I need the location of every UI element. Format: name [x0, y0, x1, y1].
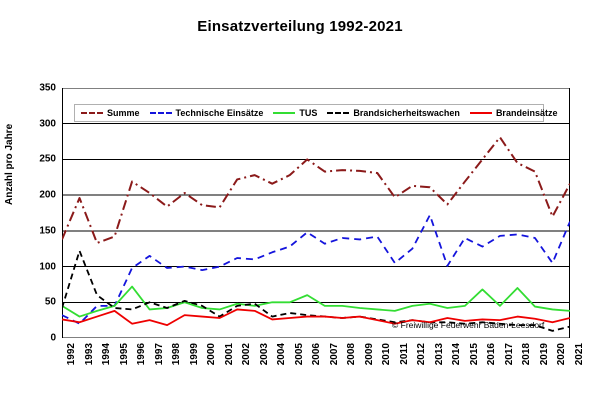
x-axis-tick-label: 1993 [83, 343, 95, 366]
y-axis-tick-label: 350 [39, 82, 56, 94]
x-axis-tick-label: 1992 [66, 343, 77, 366]
legend-item[interactable] [273, 108, 317, 118]
x-axis-tick-label: 2006 [311, 343, 323, 366]
legend-label: Technische Einsätze [175, 108, 264, 118]
chart-legend [74, 104, 558, 122]
x-axis-tick-label: 1995 [118, 343, 130, 366]
x-axis-tick-label: 1997 [153, 343, 165, 366]
series-line [62, 287, 570, 317]
chart-title: Einsatzverteilung 1992-2021 [197, 18, 403, 35]
x-axis-tick-label: 2015 [468, 343, 480, 366]
legend-swatch [273, 112, 295, 114]
y-axis-label: Anzahl pro Jahre [4, 123, 15, 205]
x-axis-tick-label: 2021 [574, 343, 585, 366]
legend-label: TUS [299, 108, 318, 118]
x-axis-tick-label: 2012 [416, 343, 428, 366]
legend-swatch [150, 112, 172, 114]
x-axis-tick-label: 2001 [223, 343, 235, 366]
y-axis-tick-label: 200 [39, 189, 56, 201]
x-axis-tick-label: 2000 [206, 343, 218, 366]
x-axis-tick-label: 2002 [241, 343, 253, 366]
x-axis-tick-label: 1994 [101, 343, 113, 366]
x-axis-tick-label: 2019 [538, 343, 550, 366]
y-axis-tick-label: 0 [50, 332, 56, 344]
x-axis-tick-label: 2016 [486, 343, 498, 366]
x-axis-tick-label: 2013 [433, 343, 445, 366]
y-axis-tick-label: 250 [39, 153, 56, 165]
plot-area [39, 82, 585, 366]
legend-item[interactable] [327, 108, 460, 118]
x-axis-tick-label: 2008 [346, 343, 358, 366]
x-axis-tick-label: 2010 [381, 343, 393, 366]
series-line [62, 137, 570, 243]
x-axis-tick-label: 1996 [136, 343, 148, 366]
x-axis-tick-label: 2005 [293, 343, 305, 366]
legend-item[interactable] [81, 108, 140, 118]
x-axis-tick-label: 2020 [556, 343, 568, 366]
legend-swatch [81, 112, 103, 114]
y-axis-tick-label: 50 [44, 296, 56, 308]
x-axis-tick-label: 2011 [398, 343, 410, 365]
copyright-annotation: © Freiwillige Feuerwehr Baden-Leesdorf [392, 320, 545, 330]
x-axis-tick-label: 2018 [521, 343, 533, 366]
legend-item[interactable] [150, 108, 264, 118]
x-axis-tick-label: 2004 [276, 343, 288, 366]
y-axis-tick-label: 100 [39, 261, 56, 273]
legend-item[interactable] [470, 108, 558, 118]
legend-label: Brandeinsätze [495, 108, 558, 118]
y-axis-tick-label: 300 [39, 118, 56, 130]
x-axis-tick-label: 2017 [503, 343, 515, 366]
legend-swatch [470, 112, 492, 114]
y-axis-tick-label: 150 [39, 225, 56, 237]
x-axis-tick-label: 2014 [451, 343, 463, 366]
x-axis-tick-label: 1998 [171, 343, 183, 366]
x-axis-tick-label: 2003 [258, 343, 270, 366]
legend-swatch [327, 112, 349, 114]
legend-label: Summe [107, 108, 140, 118]
legend-label: Brandsicherheitswachen [353, 108, 460, 118]
x-axis-tick-label: 2007 [328, 343, 340, 366]
x-axis-tick-label: 1999 [188, 343, 200, 366]
plot-svg [62, 88, 570, 338]
x-axis-tick-label: 2009 [363, 343, 375, 366]
